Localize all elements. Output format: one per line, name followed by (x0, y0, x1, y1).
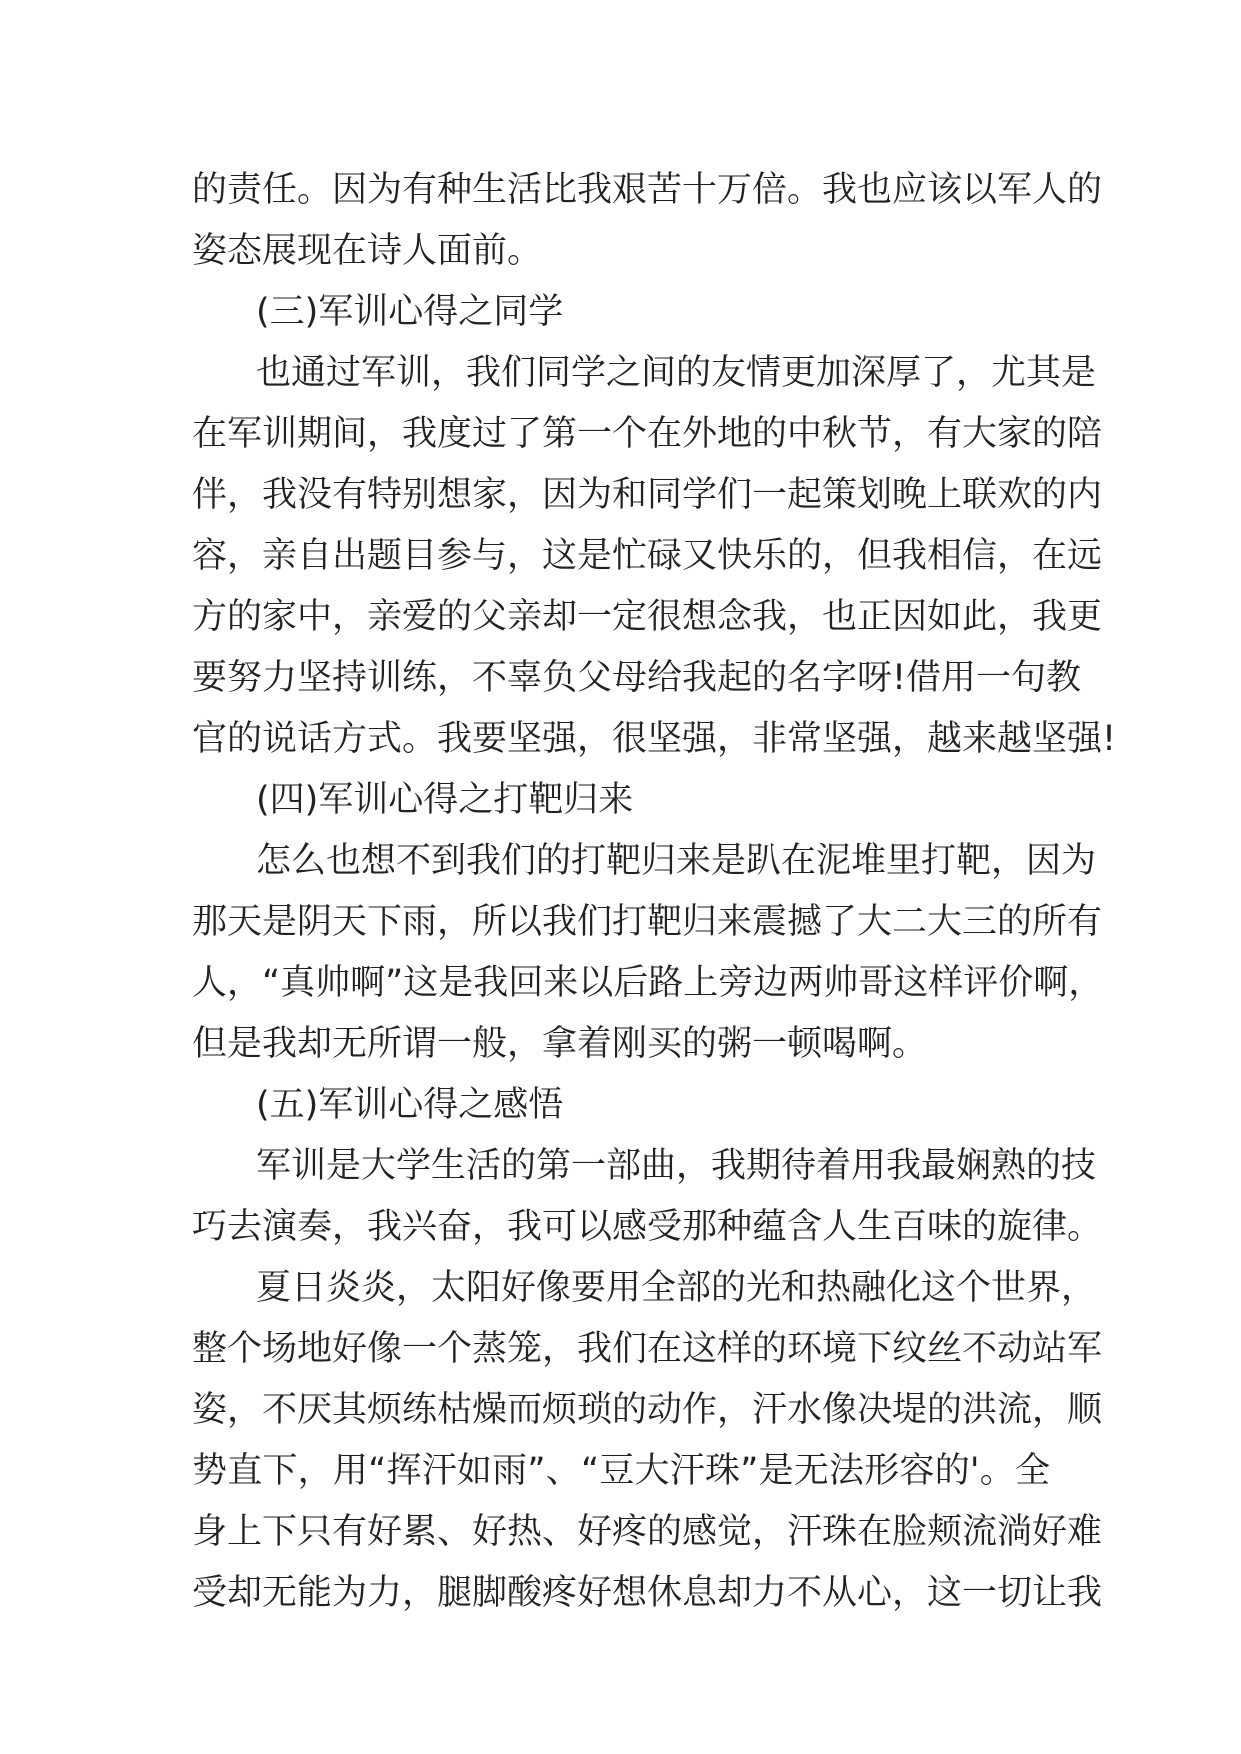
paragraph-first-line: 怎么也想不到我们的打靶归来是趴在泥堆里打靶，因为 (256, 841, 1097, 881)
text-line: 巧去演奏，我兴奋，我可以感受那种蕴含人生百味的旋律。 (192, 1207, 1103, 1247)
text-line: 姿态展现在诗人面前。 (192, 231, 543, 271)
text-line: 官的说话方式。我要坚强，很坚强，非常坚强，越来越坚强! (192, 719, 1117, 759)
text-line: 整个场地好像一个蒸笼，我们在这样的环境下纹丝不动站军 (192, 1329, 1103, 1369)
text-line: 受却无能为力，腿脚酸疼好想休息却力不从心，这一切让我 (192, 1573, 1103, 1613)
text-line: 容，亲自出题目参与，这是忙碌又快乐的，但我相信，在远 (192, 536, 1103, 576)
text-line: 方的家中，亲爱的父亲却一定很想念我，也正因如此，我更 (192, 597, 1103, 637)
text-line: 但是我却无所谓一般，拿着刚买的粥一顿喝啊。 (192, 1024, 928, 1064)
text-line: 姿，不厌其烦练枯燥而烦琐的动作，汗水像决堤的洪流，顺 (192, 1390, 1103, 1430)
paragraph-first-line: 夏日炎炎，太阳好像要用全部的光和热融化这个世界， (256, 1268, 1097, 1308)
text-line: 伴，我没有特别想家，因为和同学们一起策划晚上联欢的内 (192, 475, 1103, 515)
text-line: 在军训期间，我度过了第一个在外地的中秋节，有大家的陪 (192, 414, 1103, 454)
section-heading-classmates: (三)军训心得之同学 (256, 292, 564, 332)
section-heading-reflections: (五)军训心得之感悟 (256, 1085, 564, 1125)
text-line: 身上下只有好累、好热、好疼的感觉，汗珠在脸颊流淌好难 (192, 1512, 1103, 1552)
text-line: 要努力坚持训练，不辜负父母给我起的名字呀!借用一句教 (192, 658, 1082, 698)
document-body (192, 160, 1117, 1624)
paragraph-first-line: 也通过军训，我们同学之间的友情更加深厚了，尤其是 (256, 353, 1097, 393)
text-line: 势直下，用“挥汗如雨”、“豆大汗珠”是无法形容的'。全 (192, 1451, 1050, 1491)
text-line: 那天是阴天下雨，所以我们打靶归来震撼了大二大三的所有 (192, 902, 1103, 942)
text-line: 人，“真帅啊”这是我回来以后路上旁边两帅哥这样评价啊， (192, 963, 1104, 1003)
text-line: 的责任。因为有种生活比我艰苦十万倍。我也应该以军人的 (192, 170, 1103, 210)
section-heading-shooting: (四)军训心得之打靶归来 (256, 780, 634, 820)
paragraph-first-line: 军训是大学生活的第一部曲，我期待着用我最娴熟的技 (256, 1146, 1097, 1186)
